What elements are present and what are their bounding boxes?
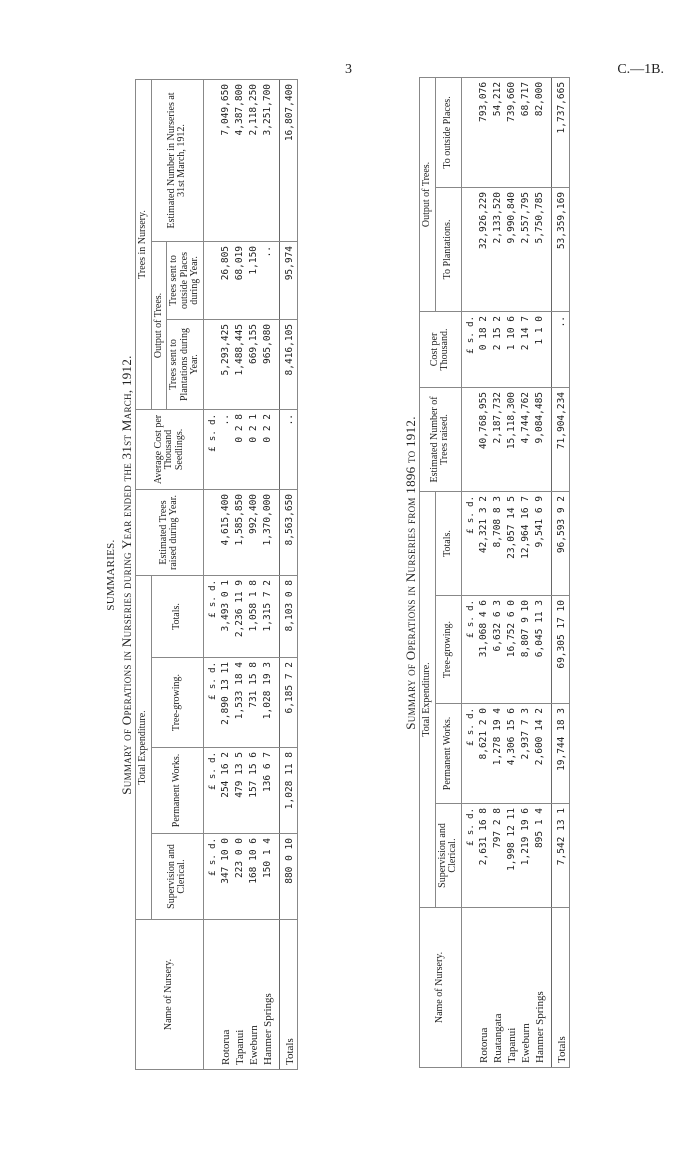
annual-summary-block	[105, 80, 296, 1070]
cell-outside: 54,212	[491, 77, 505, 187]
totals-label: Totals	[279, 920, 297, 1070]
table2-title: Summary of Operations in Nurseries from 1896 to 1912.	[403, 416, 418, 730]
table1-title: Summary of Operations in Nurseries during Year ended the 31st March, 1912.	[119, 355, 134, 795]
cell-permanent: 157 15 6	[247, 748, 261, 834]
cell-permanent: 2,600 14 2	[533, 704, 552, 804]
total-permanent: 1,028 11 8	[279, 748, 297, 834]
th-total-expenditure: Total Expenditure.	[136, 575, 152, 919]
cell-totals: 12,964 16 7	[519, 491, 533, 595]
th-totals: Totals.	[151, 575, 203, 657]
cell-average-cost: 0 2 8	[233, 409, 247, 489]
cell-permanent: 479 13 5	[233, 748, 247, 834]
cell-outside: 68,019	[233, 241, 247, 319]
cell-plantations: 2,557,795	[519, 187, 533, 311]
cell-raised: 2,187,732	[491, 387, 505, 491]
cell-permanent: 254 16 2	[219, 748, 233, 834]
th-name: Name of Nursery.	[420, 908, 462, 1068]
table-row	[533, 77, 552, 1067]
total-plantations: 8,416,105	[279, 319, 297, 409]
cell-tree-growing: 6,045 11 3	[533, 596, 552, 704]
cell-supervision: 2,631 16 8	[477, 804, 491, 908]
cell-tree-growing: 1,533 18 4	[233, 658, 247, 748]
cell-permanent: 4,306 15 6	[505, 704, 519, 804]
cell-outside: 793,076	[477, 77, 491, 187]
cumulative-summary-table	[419, 77, 570, 1068]
th-average-cost: Average Cost per Thousand Seedlings.	[136, 409, 204, 489]
cell-totals: 2,236 11 9	[233, 575, 247, 657]
unit-lsd: £ s. d.	[461, 596, 477, 704]
table-row	[247, 79, 261, 1069]
cell-raised: 9,084,485	[533, 387, 552, 491]
unit-lsd: £ s. d.	[461, 311, 477, 387]
total-tree-growing: 6,185 7 2	[279, 658, 297, 748]
cell-totals: 1,058 1 8	[247, 575, 261, 657]
cell-plantations: 1,488,445	[233, 319, 247, 409]
cell-tree-growing: 8,807 9 10	[519, 596, 533, 704]
page-number: 3	[345, 62, 352, 77]
cell-permanent: 2,937 7 3	[519, 704, 533, 804]
th-sent-plantations: Trees sent to Plantations during Year.	[167, 319, 204, 409]
cell-estimated: 7,049,650	[219, 79, 233, 241]
cell-average-cost: 0 2 2	[261, 409, 280, 489]
cell-average-cost: 0 2 1	[247, 409, 261, 489]
th-trees-in-nursery: Trees in Nursery.	[136, 79, 152, 409]
th-total-expenditure: Total Expenditure.	[420, 491, 436, 907]
th-permanent: Permanent Works.	[435, 704, 461, 804]
cell-tree-growing: 6,632 6 3	[491, 596, 505, 704]
cell-outside: 26,805	[219, 241, 233, 319]
cell-plantations: 669,155	[247, 319, 261, 409]
unit-lsd: £ s. d.	[461, 704, 477, 804]
th-sent-outside: Trees sent to outside Places during Year.	[167, 241, 204, 319]
cell-totals: 8,708 8 3	[491, 491, 505, 595]
th-name: Name of Nursery.	[136, 920, 204, 1070]
th-estimated-number: Estimated Number in Nurseries at 31st March, 1912.	[151, 79, 203, 241]
cell-outside: ..	[261, 241, 280, 319]
total-average-cost: ..	[279, 409, 297, 489]
cell-raised: 1,585,850	[233, 489, 247, 575]
total-totals: 96,593 9 2	[551, 491, 569, 595]
cell-plantations: 5,293,425	[219, 319, 233, 409]
cell-plantations: 5,750,785	[533, 187, 552, 311]
cell-cost: 1 10 6	[505, 311, 519, 387]
annual-summary-table	[135, 79, 298, 1070]
cell-totals: 9,541 6 9	[533, 491, 552, 595]
total-supervision: 7,542 13 1	[551, 804, 569, 908]
cell-cost: 2 14 7	[519, 311, 533, 387]
cell-outside: 1,150	[247, 241, 261, 319]
total-tree-growing: 69,305 17 10	[551, 596, 569, 704]
cell-tree-growing: 2,890 13 11	[219, 658, 233, 748]
cell-tree-growing: 16,752 6 0	[505, 596, 519, 704]
table-row	[477, 77, 491, 1067]
cell-supervision: 347 10 0	[219, 834, 233, 920]
unit-lsd: £ s. d.	[203, 748, 219, 834]
cell-plantations: 965,080	[261, 319, 280, 409]
cell-raised: 40,768,955	[477, 387, 491, 491]
cell-totals: 1,315 7 2	[261, 575, 280, 657]
cell-outside: 82,000	[533, 77, 552, 187]
total-cost: ..	[551, 311, 569, 387]
cell-plantations: 2,133,520	[491, 187, 505, 311]
cell-totals: 23,057 14 5	[505, 491, 519, 595]
th-to-outside: To outside Places.	[435, 77, 461, 187]
th-totals: Totals.	[435, 491, 461, 595]
totals-row	[551, 77, 569, 1067]
cell-cost: 0 18 2	[477, 311, 491, 387]
th-output: Output of Trees.	[420, 77, 436, 311]
unit-lsd: £ s. d.	[461, 491, 477, 595]
cell-supervision: 895 1 4	[533, 804, 552, 908]
nursery-name: Eweburn	[247, 920, 261, 1070]
unit-lsd: £ s. d.	[461, 804, 477, 908]
unit-lsd: £ s. d.	[203, 409, 219, 489]
table-row	[261, 79, 280, 1069]
nursery-name: Eweburn	[519, 908, 533, 1068]
nursery-name: Ruatangata	[491, 908, 505, 1068]
cell-supervision: 150 1 4	[261, 834, 280, 920]
th-supervision: Supervision and Clerical.	[435, 804, 461, 908]
table-row	[519, 77, 533, 1067]
cell-raised: 4,744,762	[519, 387, 533, 491]
th-tree-growing: Tree-growing.	[151, 658, 203, 748]
total-raised: 71,904,234	[551, 387, 569, 491]
cell-supervision: 168 10 6	[247, 834, 261, 920]
nursery-name: Rotorua	[219, 920, 233, 1070]
nursery-name: Hanmer Springs	[261, 920, 280, 1070]
cell-totals: 42,321 3 2	[477, 491, 491, 595]
cumulative-summary-block	[403, 78, 583, 1068]
nursery-name: Rotorua	[477, 908, 491, 1068]
total-estimated: 16,807,400	[279, 79, 297, 241]
cell-supervision: 1,998 12 11	[505, 804, 519, 908]
cell-plantations: 32,926,229	[477, 187, 491, 311]
cell-raised: 992,400	[247, 489, 261, 575]
cell-estimated: 3,251,700	[261, 79, 280, 241]
th-supervision: Supervision and Clerical.	[151, 834, 203, 920]
nursery-name: Tapanui	[233, 920, 247, 1070]
cell-totals: 3,493 0 1	[219, 575, 233, 657]
document-code: C.—1B.	[617, 62, 664, 77]
total-supervision: 880 0 10	[279, 834, 297, 920]
th-estimated-raised: Estimated Number of Trees raised.	[420, 387, 462, 491]
cell-tree-growing: 1,028 19 3	[261, 658, 280, 748]
cell-tree-growing: 31,068 4 6	[477, 596, 491, 704]
table-row	[491, 77, 505, 1067]
cell-estimated: 2,118,250	[247, 79, 261, 241]
cell-tree-growing: 731 15 8	[247, 658, 261, 748]
th-tree-growing: Tree-growing.	[435, 596, 461, 704]
cell-cost: 2 15 2	[491, 311, 505, 387]
th-estimated-raised: Estimated Trees raised during Year.	[136, 489, 204, 575]
cell-raised: 1,370,000	[261, 489, 280, 575]
cell-average-cost: ..	[219, 409, 233, 489]
cell-outside: 68,717	[519, 77, 533, 187]
cell-raised: 4,615,400	[219, 489, 233, 575]
total-totals: 8,103 0 8	[279, 575, 297, 657]
summaries-heading: SUMMARIES.	[105, 539, 117, 611]
totals-row	[279, 79, 297, 1069]
cell-supervision: 797 2 8	[491, 804, 505, 908]
cell-outside: 739,660	[505, 77, 519, 187]
nursery-name: Tapanui	[505, 908, 519, 1068]
cell-permanent: 1,278 19 4	[491, 704, 505, 804]
total-plantations: 53,359,169	[551, 187, 569, 311]
th-to-plantations: To Plantations.	[435, 187, 461, 311]
unit-lsd: £ s. d.	[203, 658, 219, 748]
th-output: Output of Trees.	[151, 241, 167, 409]
th-cost-per-thousand: Cost per Thousand.	[420, 311, 462, 387]
cell-estimated: 4,387,800	[233, 79, 247, 241]
table-row	[505, 77, 519, 1067]
th-permanent: Permanent Works.	[151, 748, 203, 834]
total-permanent: 19,744 18 3	[551, 704, 569, 804]
totals-label: Totals	[551, 908, 569, 1068]
unit-lsd: £ s. d.	[203, 575, 219, 657]
total-outside: 1,737,665	[551, 77, 569, 187]
total-outside: 95,974	[279, 241, 297, 319]
cell-supervision: 223 0 0	[233, 834, 247, 920]
cell-plantations: 9,990,840	[505, 187, 519, 311]
unit-lsd: £ s. d.	[203, 834, 219, 920]
table-row	[219, 79, 233, 1069]
cell-permanent: 136 6 7	[261, 748, 280, 834]
cell-raised: 15,118,300	[505, 387, 519, 491]
cell-cost: 1 1 0	[533, 311, 552, 387]
cell-supervision: 1,219 19 6	[519, 804, 533, 908]
nursery-name: Hanmer Springs	[533, 908, 552, 1068]
cell-permanent: 8,621 2 0	[477, 704, 491, 804]
table-row	[233, 79, 247, 1069]
total-raised: 8,563,650	[279, 489, 297, 575]
